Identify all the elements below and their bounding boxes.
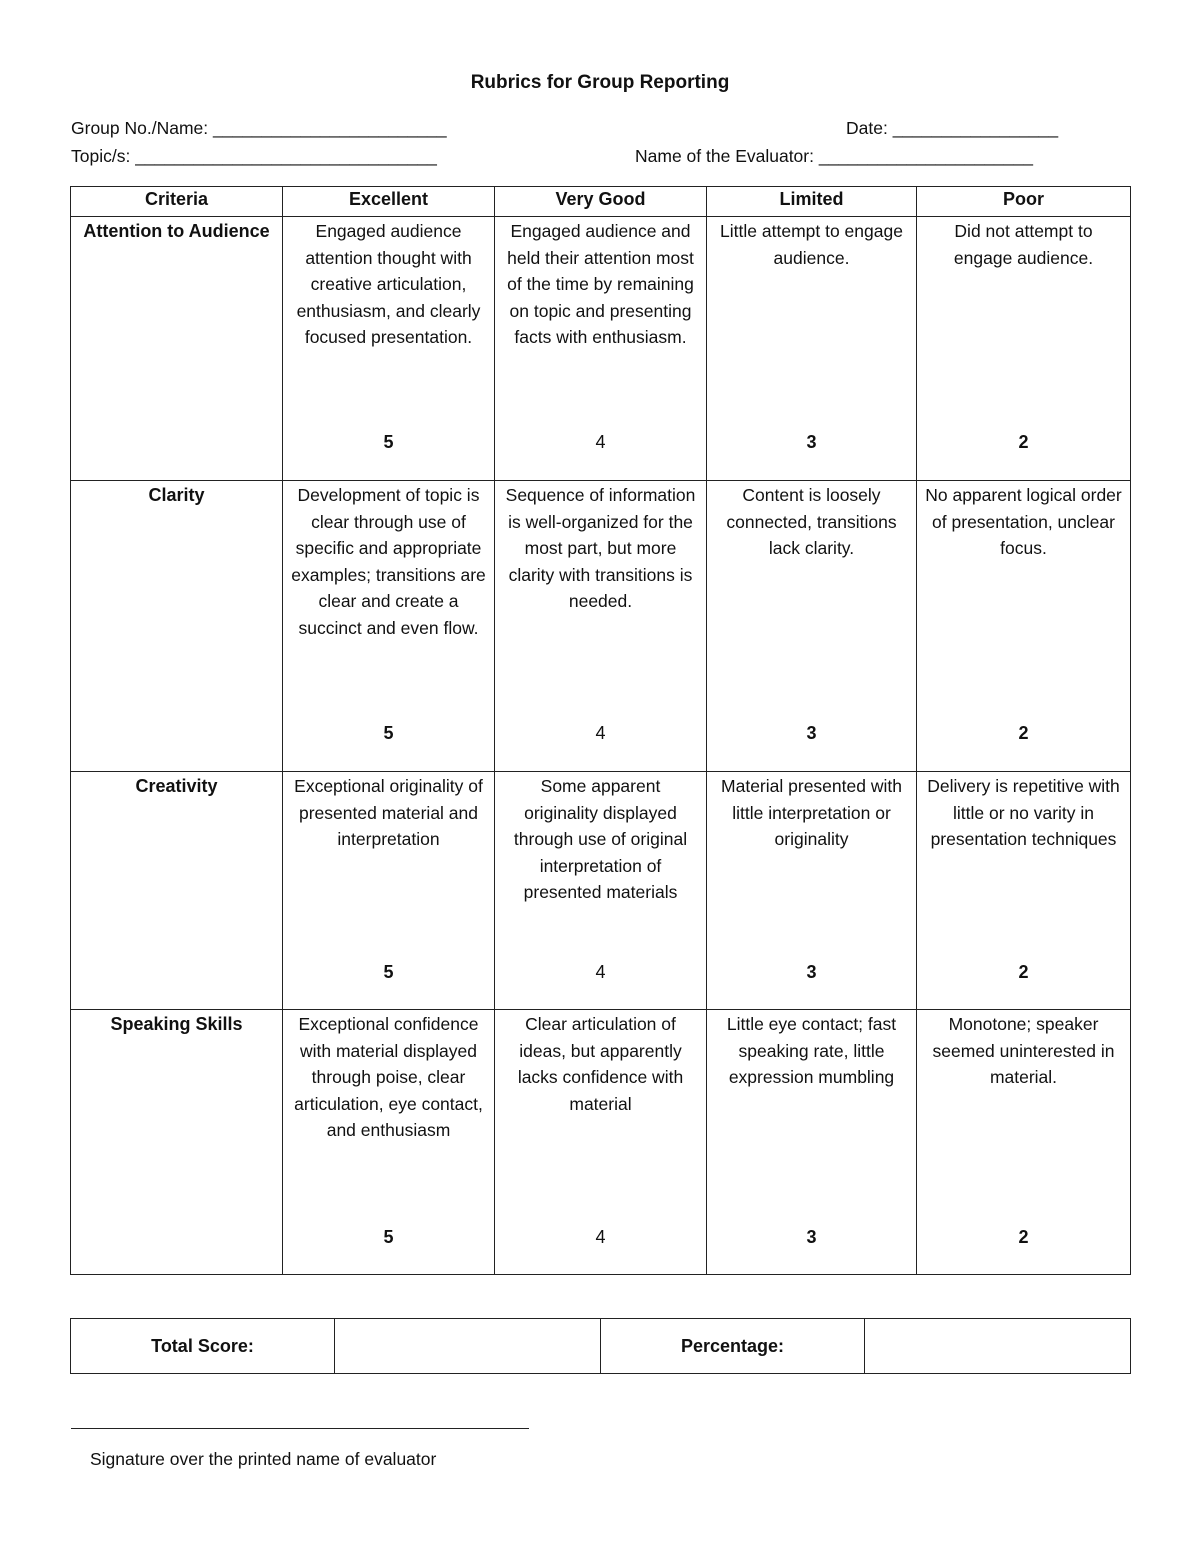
total-score-value[interactable] (335, 1319, 601, 1374)
rubric-cell (707, 481, 917, 772)
cell-description: Development of topic is clear through use of specific and appropriate examples; transitions are clear and create a succinct and even flow. (291, 485, 486, 638)
cell-description: Exceptional originality of presented material and interpretation (294, 776, 483, 849)
signature-label: Signature over the printed name of evaluator (90, 1449, 437, 1469)
table-row (71, 772, 1131, 1010)
cell-score: 3 (806, 962, 817, 982)
rubric-cell (495, 1010, 707, 1275)
cell-score: 5 (383, 432, 394, 452)
rubric-table (70, 186, 1131, 1275)
table-row (71, 217, 1131, 481)
rubric-cell (917, 772, 1131, 1010)
date-field: Date: _________________ (846, 118, 1059, 138)
page-title: Rubrics for Group Reporting (470, 72, 730, 93)
cell-score: 2 (1018, 1227, 1029, 1247)
cell-description: Material presented with little interpretation or originality (721, 776, 902, 849)
header-very-good: Very Good (495, 187, 707, 217)
cell-score: 2 (1018, 962, 1029, 982)
rubric-cell (283, 772, 495, 1010)
rubric-cell (283, 1010, 495, 1275)
cell-description: Content is loosely connected, transitions lack clarity. (726, 485, 897, 558)
cell-score: 4 (595, 1227, 606, 1247)
score-summary-table (70, 1318, 1131, 1374)
cell-description: No apparent logical order of presentation, unclear focus. (925, 485, 1122, 558)
evaluator-name-field: Name of the Evaluator: ______________________ (635, 146, 1033, 166)
rubric-header-row (71, 187, 1131, 217)
cell-description: Did not attempt to engage audience. (953, 221, 1094, 268)
cell-score: 5 (383, 962, 394, 982)
cell-score: 5 (383, 1227, 394, 1247)
rubric-cell (495, 481, 707, 772)
cell-description: Delivery is repetitive with little or no varity in presentation techniques (927, 776, 1120, 849)
rubric-cell (283, 217, 495, 481)
table-row (71, 1010, 1131, 1275)
criterion-cell: Clarity (71, 481, 283, 772)
cell-score: 3 (806, 1227, 817, 1247)
cell-score: 3 (806, 432, 817, 452)
cell-score: 4 (595, 432, 606, 452)
score-summary-row (71, 1319, 1131, 1374)
rubric-cell (495, 217, 707, 481)
total-score-label: Total Score: (71, 1319, 335, 1374)
criterion-cell: Speaking Skills (71, 1010, 283, 1275)
cell-description: Exceptional confidence with material displayed through poise, clear articulation, eye contact, and enthusiasm (294, 1014, 483, 1140)
table-row (71, 481, 1131, 772)
cell-description: Clear articulation of ideas, but apparently lacks confidence with material (517, 1014, 684, 1114)
rubric-cell (707, 772, 917, 1010)
signature-line (71, 1428, 529, 1429)
cell-description: Engaged audience and held their attention most of the time by remaining on topic and presenting facts with enthusiasm. (507, 221, 694, 347)
topic-field: Topic/s: _______________________________ (71, 146, 437, 166)
cell-description: Sequence of information is well-organized for the most part, but more clarity with transitions is needed. (505, 485, 696, 611)
rubric-cell (917, 481, 1131, 772)
cell-description: Little eye contact; fast speaking rate, little expression mumbling (726, 1014, 897, 1087)
rubric-cell (283, 481, 495, 772)
group-name-field: Group No./Name: ________________________ (71, 118, 447, 138)
rubric-cell (707, 1010, 917, 1275)
criterion-cell: Creativity (71, 772, 283, 1010)
header-limited: Limited (707, 187, 917, 217)
cell-score: 3 (806, 723, 817, 743)
cell-score: 5 (383, 723, 394, 743)
percentage-value[interactable] (865, 1319, 1131, 1374)
header-poor: Poor (917, 187, 1131, 217)
cell-description: Some apparent originality displayed through use of original interpretation of presented materials (513, 776, 688, 902)
cell-score: 4 (595, 723, 606, 743)
header-excellent: Excellent (283, 187, 495, 217)
cell-score: 4 (595, 962, 606, 982)
percentage-label: Percentage: (601, 1319, 865, 1374)
rubric-cell (917, 217, 1131, 481)
header-criteria: Criteria (71, 187, 283, 217)
cell-description: Engaged audience attention thought with creative articulation, enthusiasm, and clearly focused presentation. (296, 221, 481, 347)
cell-description: Little attempt to engage audience. (720, 221, 903, 268)
rubric-cell (917, 1010, 1131, 1275)
cell-description: Monotone; speaker seemed uninterested in material. (932, 1014, 1115, 1087)
rubric-cell (495, 772, 707, 1010)
rubric-cell (707, 217, 917, 481)
criterion-cell: Attention to Audience (71, 217, 283, 481)
cell-score: 2 (1018, 723, 1029, 743)
cell-score: 2 (1018, 432, 1029, 452)
